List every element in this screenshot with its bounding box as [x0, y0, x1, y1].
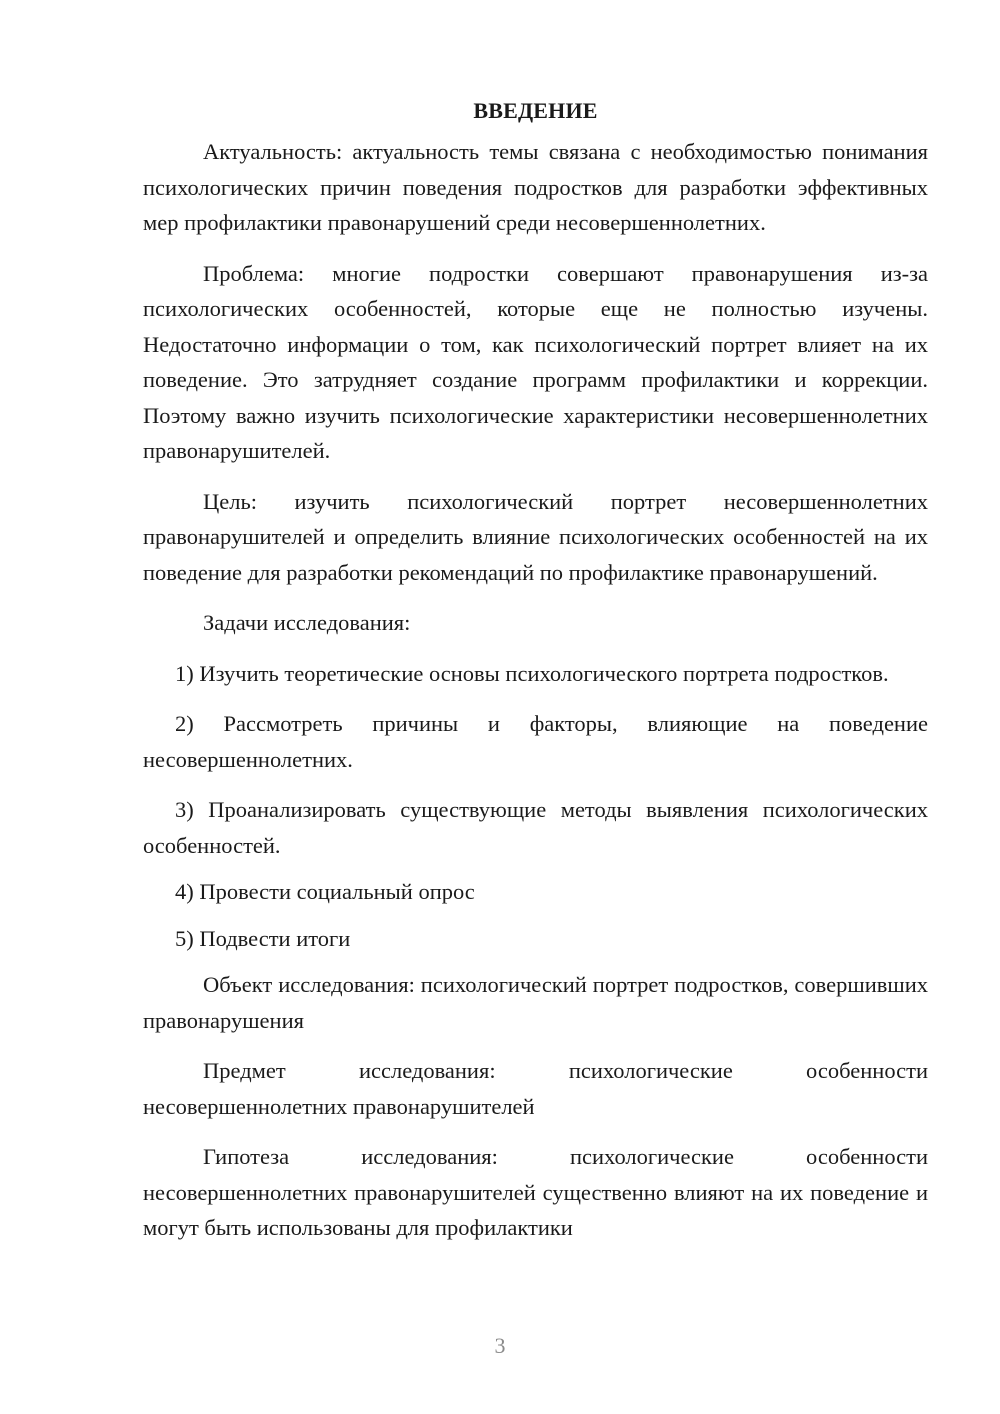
tasks-heading: Задачи исследования: [203, 610, 411, 635]
task-item: 1) Изучить теоретические основы психологического портрета подростков. [175, 660, 889, 686]
task-item: 5) Подвести итоги [175, 925, 351, 951]
task-item: 4) Провести социальный опрос [175, 879, 475, 904]
page-number: 3 [494, 1333, 506, 1358]
hypothesis-paragraph: Гипотеза исследования: психологические особенности несовершеннолетних правонарушителей существенно влияют на их поведение и могут быть использованы для профилактики [143, 1144, 928, 1240]
section-title: ВВЕДЕНИЕ [473, 98, 598, 123]
task-item: 2) Рассмотреть причины и факторы, влияющие на поведение несовершеннолетних. [143, 711, 928, 772]
goal-paragraph: Цель: изучить психологический портрет несовершеннолетних правонарушителей и определить влияние психологических особенностей на их поведение для разработки рекомендаций по профилактике правонарушений. [143, 488, 928, 585]
object-paragraph: Объект исследования: психологический портрет подростков, совершивших правонарушения [143, 972, 928, 1033]
subject-paragraph: Предмет исследования: психологические особенности несовершеннолетних правонарушителей [143, 1058, 928, 1119]
document-page [143, 93, 928, 1246]
task-item: 3) Проанализировать существующие методы выявления психологических особенностей. [143, 797, 928, 858]
relevance-paragraph: Актуальность: актуальность темы связана с необходимостью понимания психологических причин поведения подростков для разработки эффективных мер профилактики правонарушений среди несовершеннолетних. [143, 139, 928, 235]
problem-paragraph: Проблема: многие подростки совершают правонарушения из-за психологических особенностей, которые еще не полностью изучены. Недостаточно информации о том, как психологический портрет влияет на их поведение. Это затрудняет создание программ профилактики и коррекции. Поэтому важно изучить психологические характеристики несовершеннолетних правонарушителей. [143, 260, 928, 463]
